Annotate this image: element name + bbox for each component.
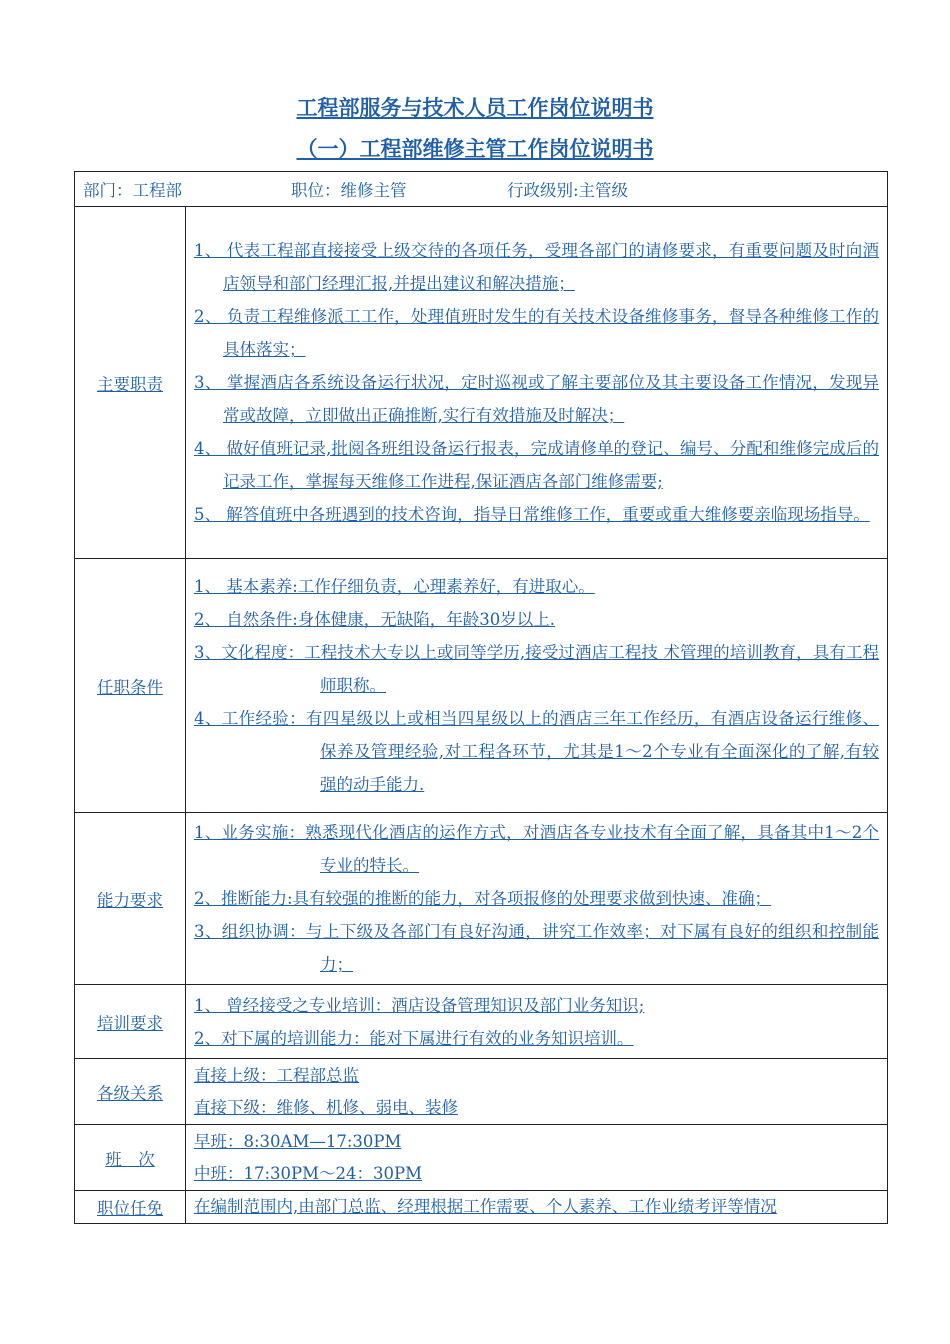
duty-item: 2、 负责工程维修派工工作，处理值班时发生的有关技术设备维修事务，督导各种维修工作的具体落实； — [194, 307, 879, 359]
ability-item: 2、推断能力:具有较强的推断的能力，对各项报修的处理要求做到快速、准确； — [194, 889, 772, 908]
header-row — [75, 172, 888, 207]
appointment-row — [75, 1191, 888, 1224]
training-item: 2、对下属的培训能力：能对下属进行有效的业务知识培训。 — [194, 1028, 634, 1048]
relations-content — [186, 1059, 888, 1125]
duties-label: 主要职责 — [75, 207, 186, 559]
duty-item: 5、 解答值班中各班遇到的技术咨询，指导日常维修工作，重要或重大维修要亲临现场指导。 — [194, 505, 870, 524]
qualification-item: 3、文化程度：工程技术大专以上或同等学历,接受过酒店工程技 术管理的培训教育，具有工程师职称。 — [194, 643, 879, 695]
qualification-item: 4、工作经验：有四星级以上或相当四星级以上的酒店三年工作经历，有酒店设备运行维修、保养及管理经验,对工程各环节，尤其是1～2个专业有全面深化的了解,有较强的动手能力. — [194, 709, 879, 794]
document-subtitle: （一）工程部维修主管工作岗位说明书 — [296, 136, 654, 161]
subordinates-line: 直接下级：维修、机修、弱电、装修 — [194, 1097, 458, 1117]
ability-item: 1、业务实施：熟悉现代化酒店的运作方式，对酒店各专业技术有全面了解，具备其中1～2个专业的特长。 — [194, 823, 879, 875]
department-field: 部门：工程部 — [83, 181, 182, 200]
abilities-content — [186, 813, 888, 985]
training-row — [75, 985, 888, 1059]
qualifications-row — [75, 559, 888, 813]
shifts-label: 班 次 — [75, 1125, 186, 1191]
qualification-item: 2、 自然条件:身体健康，无缺陷，年龄30岁以上. — [194, 610, 556, 629]
appointment-content — [186, 1191, 888, 1224]
middle-shift: 中班：17:30PM～24：30PM — [194, 1163, 423, 1183]
duty-item: 4、 做好值班记录,批阅各班组设备运行报表，完成请修单的登记、编号、分配和维修完成后的记录工作，掌握每天维修工作进程,保证酒店各部门维修需要; — [194, 439, 879, 491]
job-description-table — [74, 171, 888, 1224]
morning-shift: 早班：8:30AM—17:30PM — [194, 1131, 402, 1151]
qualifications-label: 任职条件 — [75, 559, 186, 813]
qualification-item: 1、 基本素养:工作仔细负责，心理素养好，有进取心。 — [194, 577, 595, 596]
document-title: 工程部服务与技术人员工作岗位说明书 — [296, 95, 654, 120]
header-cell — [75, 172, 888, 207]
duties-content — [186, 207, 888, 559]
duty-item: 1、 代表工程部直接接受上级交待的各项任务，受理各部门的请修要求，有重要问题及时向酒店领导和部门经理汇报,并提出建议和解决措施； — [194, 241, 879, 293]
abilities-row — [75, 813, 888, 985]
abilities-label: 能力要求 — [75, 813, 186, 985]
training-content — [186, 985, 888, 1059]
duty-item: 3、 掌握酒店各系统设备运行状况，定时巡视或了解主要部位及其主要设备工作情况，发现异常或故障，立即做出正确推断,实行有效措施及时解决； — [194, 373, 879, 425]
appointment-label: 职位任免 — [75, 1191, 186, 1224]
shifts-row — [75, 1125, 888, 1191]
position-field: 职位：维修主管 — [291, 181, 407, 200]
training-label: 培训要求 — [75, 985, 186, 1059]
duties-row — [75, 207, 888, 559]
supervisor-line: 直接上级：工程部总监 — [194, 1065, 359, 1085]
ability-item: 3、组织协调：与上下级及各部门有良好沟通，讲究工作效率；对下属有良好的组织和控制能力； — [194, 922, 879, 974]
shifts-content — [186, 1125, 888, 1191]
relations-label: 各级关系 — [75, 1059, 186, 1125]
appointment-text: 在编制范围内,由部门总监、经理根据工作需要、个人素养、工作业绩考评等情况 — [194, 1197, 777, 1216]
level-field: 行政级别:主管级 — [507, 181, 629, 200]
qualifications-content — [186, 559, 888, 813]
relations-row — [75, 1059, 888, 1125]
training-item: 1、 曾经接受之专业培训：酒店设备管理知识及部门业务知识; — [194, 995, 645, 1015]
